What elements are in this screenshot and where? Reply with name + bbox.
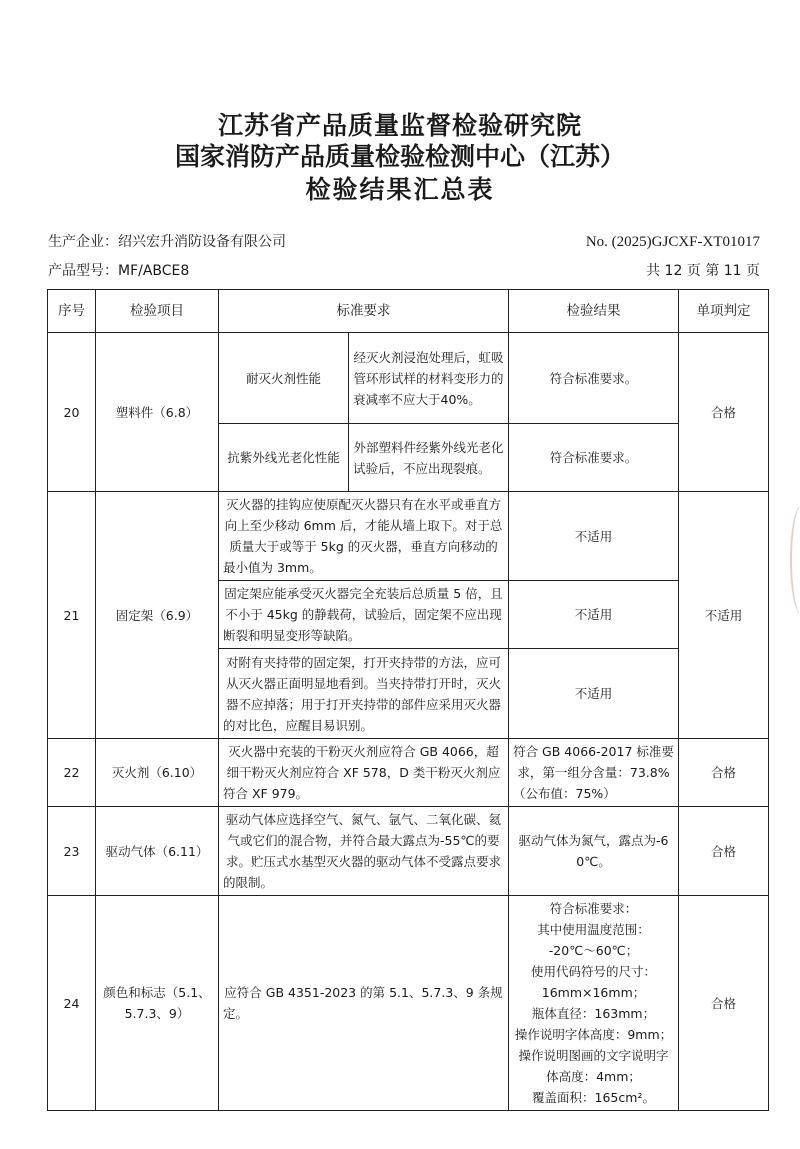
table-row (48, 807, 769, 896)
sub-item-result: 符合标准要求。 (509, 333, 679, 424)
table-header-row (48, 290, 769, 333)
header-judgement: 单项判定 (679, 290, 769, 333)
row-item: 灭火剂（6.10） (96, 739, 219, 807)
result-line: 操作说明字体高度：9mm； (514, 1027, 673, 1042)
row-judgement: 合格 (679, 807, 769, 896)
table-row (48, 896, 769, 1111)
row-item: 驱动气体（6.11） (96, 807, 219, 896)
row-seq: 23 (48, 807, 96, 896)
result-line: 覆盖面积：165cm²。 (532, 1090, 655, 1105)
row-seq: 24 (48, 896, 96, 1111)
results-table (47, 289, 769, 1111)
requirement-text: 驱动气体应选择空气、氮气、氩气、二氧化碳、氦气或它们的混合物，并符合最大露点为-55℃的要求。贮压式水基型灭火器的驱动气体不受露点要求的限制。 (219, 807, 509, 896)
document-title: 检验结果汇总表 (305, 175, 495, 204)
row-judgement: 合格 (679, 739, 769, 807)
result-line: -20℃～60℃； (548, 943, 639, 958)
header-standard: 标准要求 (219, 290, 509, 333)
requirement-text: 固定架应能承受灭火器完全充装后总质量 5 倍，且不小于 45kg 的静载荷，试验后，固定架不应出现断裂和明显变形等缺陷。 (219, 581, 509, 649)
row-seq: 20 (48, 333, 96, 492)
result-line: 瓶体直径：163mm； (531, 1006, 656, 1021)
seal-stamp-edge (790, 505, 800, 615)
row-item: 塑料件（6.8） (96, 333, 219, 492)
sub-item-result: 符合标准要求。 (509, 424, 679, 492)
row-seq: 21 (48, 492, 96, 739)
result-text (509, 896, 679, 1111)
row-seq: 22 (48, 739, 96, 807)
table-row (48, 492, 769, 581)
result-text: 不适用 (509, 581, 679, 649)
requirement-text: 灭火器的挂钩应使原配灭火器只有在水平或垂直方向上至少移动 6mm 后，才能从墙上取下。对于总质量大于或等于 5kg 的灭火器，垂直方向移动的最小值为 3mm。 (219, 492, 509, 581)
product-model-line: 产品型号：MF/ABCE8 (48, 263, 190, 279)
document-header (0, 110, 800, 207)
result-text: 驱动气体为氮气，露点为-60℃。 (509, 807, 679, 896)
result-text: 符合 GB 4066-2017 标准要求，第一组分含量：73.8%（公布值：75%） (509, 739, 679, 807)
result-line: 符合标准要求： (549, 901, 638, 916)
result-line: 使用代码符号的尺寸： (530, 964, 656, 979)
requirement-text: 应符合 GB 4351-2023 的第 5.1、5.7.3、9 条规定。 (219, 896, 509, 1111)
sub-item-name: 耐灭火剂性能 (219, 333, 349, 424)
sub-item-requirement: 经灭火剂浸泡处理后，虹吸管环形试样的材料变形力的衰减率不应大于40%。 (349, 333, 509, 424)
row-judgement: 合格 (679, 333, 769, 492)
table-row (48, 333, 769, 424)
manufacturer-line: 生产企业：绍兴宏升消防设备有限公司 (48, 234, 286, 250)
institute-title: 江苏省产品质量监督检验研究院 (217, 111, 582, 140)
result-line: 操作说明图画的文字说明字体高度：4mm； (518, 1048, 669, 1084)
report-number: No. (2025)GJCXF-XT01017 (585, 234, 760, 250)
row-item: 颜色和标志（5.1、5.7.3、9） (96, 896, 219, 1111)
sub-item-name: 抗紫外线光老化性能 (219, 424, 349, 492)
center-title: 国家消防产品质量检验检测中心（江苏） (174, 142, 625, 171)
table-row (48, 739, 769, 807)
header-seq: 序号 (48, 290, 96, 333)
requirement-text: 对附有夹持带的固定架，打开夹持带的方法，应可从灭火器正面明显地看到。当夹持带打开时，灭火器不应掉落；用于打开夹持带的部件应采用灭火器的对比色，应醒目易识别。 (219, 649, 509, 739)
header-result: 检验结果 (509, 290, 679, 333)
result-line: 16mm×16mm； (541, 985, 646, 1000)
page-indicator: 共 12 页 第 11 页 (646, 263, 760, 279)
result-text: 不适用 (509, 492, 679, 581)
row-judgement: 不适用 (679, 492, 769, 739)
result-line: 其中使用温度范围： (537, 922, 650, 937)
header-item: 检验项目 (96, 290, 219, 333)
sub-item-requirement: 外部塑料件经紫外线光老化试验后，不应出现裂痕。 (349, 424, 509, 492)
result-text: 不适用 (509, 649, 679, 739)
row-item: 固定架（6.9） (96, 492, 219, 739)
row-judgement: 合格 (679, 896, 769, 1111)
requirement-text: 灭火器中充装的干粉灭火剂应符合 GB 4066，超细干粉灭火剂应符合 XF 578，D 类干粉灭火剂应符合 XF 979。 (219, 739, 509, 807)
